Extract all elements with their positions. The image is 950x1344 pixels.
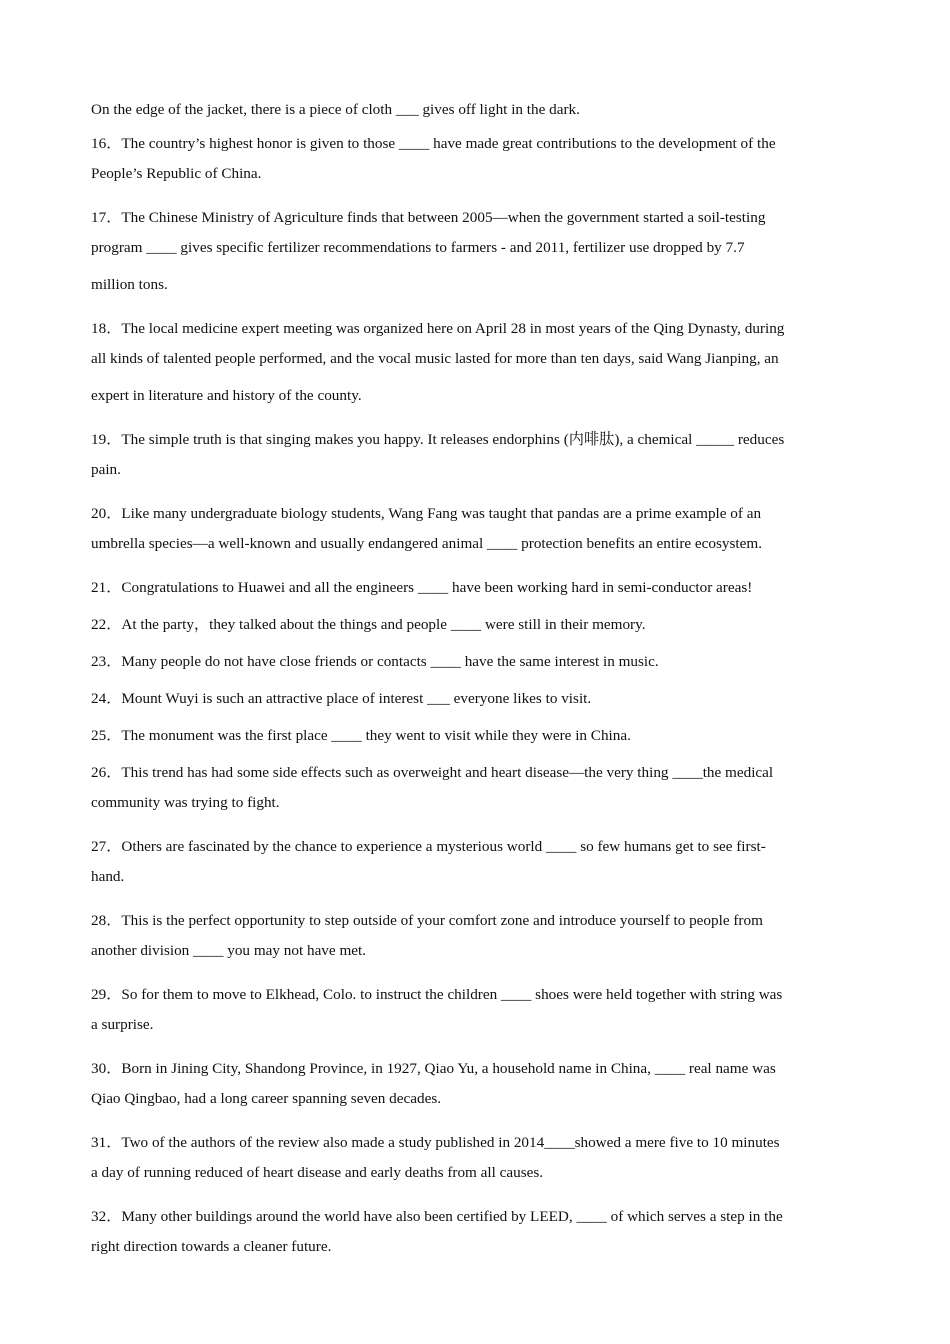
question-text: expert in literature and history of the county. xyxy=(91,387,362,404)
question-item xyxy=(91,686,861,710)
question-text: program ____ gives specific fertilizer recommendations to farmers - and 2011, fertilizer use dropped by 7.7 xyxy=(91,239,745,256)
question-text: So for them to move to Elkhead, Colo. to instruct the children ____ shoes were held together with string was xyxy=(121,986,783,1003)
question-text-line xyxy=(91,266,861,303)
question-item xyxy=(91,908,861,969)
question-item xyxy=(91,649,861,673)
question-text-line xyxy=(91,340,861,377)
question-item xyxy=(91,501,861,562)
question-text-line-first xyxy=(91,908,861,932)
question-number: 31． xyxy=(91,1134,122,1151)
question-item xyxy=(91,316,861,414)
question-text: Mount Wuyi is such an attractive place of interest ___ everyone likes to visit. xyxy=(121,690,592,707)
question-number: 23． xyxy=(91,653,122,670)
question-text-line-first xyxy=(91,575,861,599)
question-text-line-first xyxy=(91,686,861,710)
questions-container xyxy=(91,131,861,1265)
question-text: The simple truth is that singing makes you happy. It releases endorphins (内啡肽), a chemical _____ reduces xyxy=(121,431,785,448)
question-text: umbrella species—a well-known and usually endangered animal ____ protection benefits an entire ecosystem. xyxy=(91,535,762,552)
question-text: right direction towards a cleaner future. xyxy=(91,1238,332,1255)
question-text-line xyxy=(91,1080,861,1117)
question-text-line-first xyxy=(91,501,861,525)
question-item xyxy=(91,723,861,747)
question-number: 19． xyxy=(91,431,122,448)
question-text: all kinds of talented people performed, and the vocal music lasted for more than ten days, said Wang Jianping, an xyxy=(91,350,779,367)
question-text-line-first xyxy=(91,982,861,1006)
question-number: 32． xyxy=(91,1208,122,1225)
question-text: community was trying to fight. xyxy=(91,794,280,811)
question-number: 21． xyxy=(91,579,122,596)
question-text-line-first xyxy=(91,834,861,858)
question-text: million tons. xyxy=(91,276,168,293)
question-text: This trend has had some side effects such as overweight and heart disease—the very thing ____the medical xyxy=(121,764,774,781)
question-text-line xyxy=(91,377,861,414)
question-text-line xyxy=(91,1228,861,1265)
question-number: 26． xyxy=(91,764,122,781)
question-number: 20． xyxy=(91,505,122,522)
question-item xyxy=(91,427,861,488)
question-number: 22． xyxy=(91,616,122,633)
question-item xyxy=(91,205,861,303)
intro-sentence: On the edge of the jacket, there is a piece of cloth ___ gives off light in the dark. xyxy=(91,101,580,118)
question-item xyxy=(91,1056,861,1117)
question-number: 25． xyxy=(91,727,122,744)
question-text-line xyxy=(91,155,861,192)
question-number: 16． xyxy=(91,135,122,152)
question-text-line-first xyxy=(91,649,861,673)
question-number: 24． xyxy=(91,690,122,707)
question-text: Many other buildings around the world have also been certified by LEED, ____ of which serves a step in the xyxy=(121,1208,783,1225)
question-text: Born in Jining City, Shandong Province, in 1927, Qiao Yu, a household name in China, ____ real name was xyxy=(121,1060,776,1077)
question-item xyxy=(91,834,861,895)
question-text: At the party，they talked about the things and people ____ were still in their memory. xyxy=(121,616,646,633)
question-text: Qiao Qingbao, had a long career spanning seven decades. xyxy=(91,1090,442,1107)
question-text: another division ____ you may not have met. xyxy=(91,942,367,959)
question-text: People’s Republic of China. xyxy=(91,165,262,182)
question-item xyxy=(91,760,861,821)
question-number: 27． xyxy=(91,838,122,855)
question-number: 28． xyxy=(91,912,122,929)
question-item xyxy=(91,982,861,1043)
question-number: 18． xyxy=(91,320,122,337)
question-text: Two of the authors of the review also made a study published in 2014____showed a mere five to 10 minutes xyxy=(121,1134,780,1151)
question-text: The Chinese Ministry of Agriculture finds that between 2005—when the government started a soil-testing xyxy=(121,209,766,226)
question-text: Congratulations to Huawei and all the engineers ____ have been working hard in semi-conductor areas! xyxy=(121,579,753,596)
question-text-line xyxy=(91,1154,861,1191)
question-text-line-first xyxy=(91,1056,861,1080)
question-text-line xyxy=(91,858,861,895)
question-item xyxy=(91,575,861,599)
question-text-line xyxy=(91,451,861,488)
question-text: The country’s highest honor is given to those ____ have made great contributions to the development of the xyxy=(121,135,776,152)
question-item xyxy=(91,1204,861,1265)
question-text: Others are fascinated by the chance to experience a mysterious world ____ so few humans get to see first- xyxy=(121,838,766,855)
question-text-line-first xyxy=(91,760,861,784)
question-list xyxy=(91,96,861,1278)
question-text-line-first xyxy=(91,205,861,229)
question-text-line xyxy=(91,784,861,821)
question-item xyxy=(91,1130,861,1191)
question-item xyxy=(91,612,861,636)
question-text-line-first xyxy=(91,612,861,636)
question-text: pain. xyxy=(91,461,121,478)
question-text-line-first xyxy=(91,1204,861,1228)
question-text-line-first xyxy=(91,723,861,747)
question-text: a surprise. xyxy=(91,1016,154,1033)
question-text-line xyxy=(91,229,861,266)
question-text-line xyxy=(91,525,861,562)
question-text: The monument was the first place ____ they went to visit while they were in China. xyxy=(121,727,631,744)
question-number: 17． xyxy=(91,209,122,226)
question-text: Like many undergraduate biology students, Wang Fang was taught that pandas are a prime example of an xyxy=(121,505,762,522)
question-text: Many people do not have close friends or contacts ____ have the same interest in music. xyxy=(121,653,659,670)
question-text-line-first xyxy=(91,316,861,340)
question-text: a day of running reduced of heart disease and early deaths from all causes. xyxy=(91,1164,544,1181)
question-text-line xyxy=(91,932,861,969)
question-text-line-first xyxy=(91,131,861,155)
question-item xyxy=(91,131,861,192)
question-number: 29． xyxy=(91,986,122,1003)
question-number: 30． xyxy=(91,1060,122,1077)
question-text: hand. xyxy=(91,868,125,885)
question-text: This is the perfect opportunity to step outside of your comfort zone and introduce yourself to people from xyxy=(121,912,763,929)
question-text-line xyxy=(91,1006,861,1043)
question-text-line-first xyxy=(91,427,861,451)
question-text: The local medicine expert meeting was organized here on April 28 in most years of the Qing Dynasty, during xyxy=(121,320,785,337)
question-text-line-first xyxy=(91,1130,861,1154)
